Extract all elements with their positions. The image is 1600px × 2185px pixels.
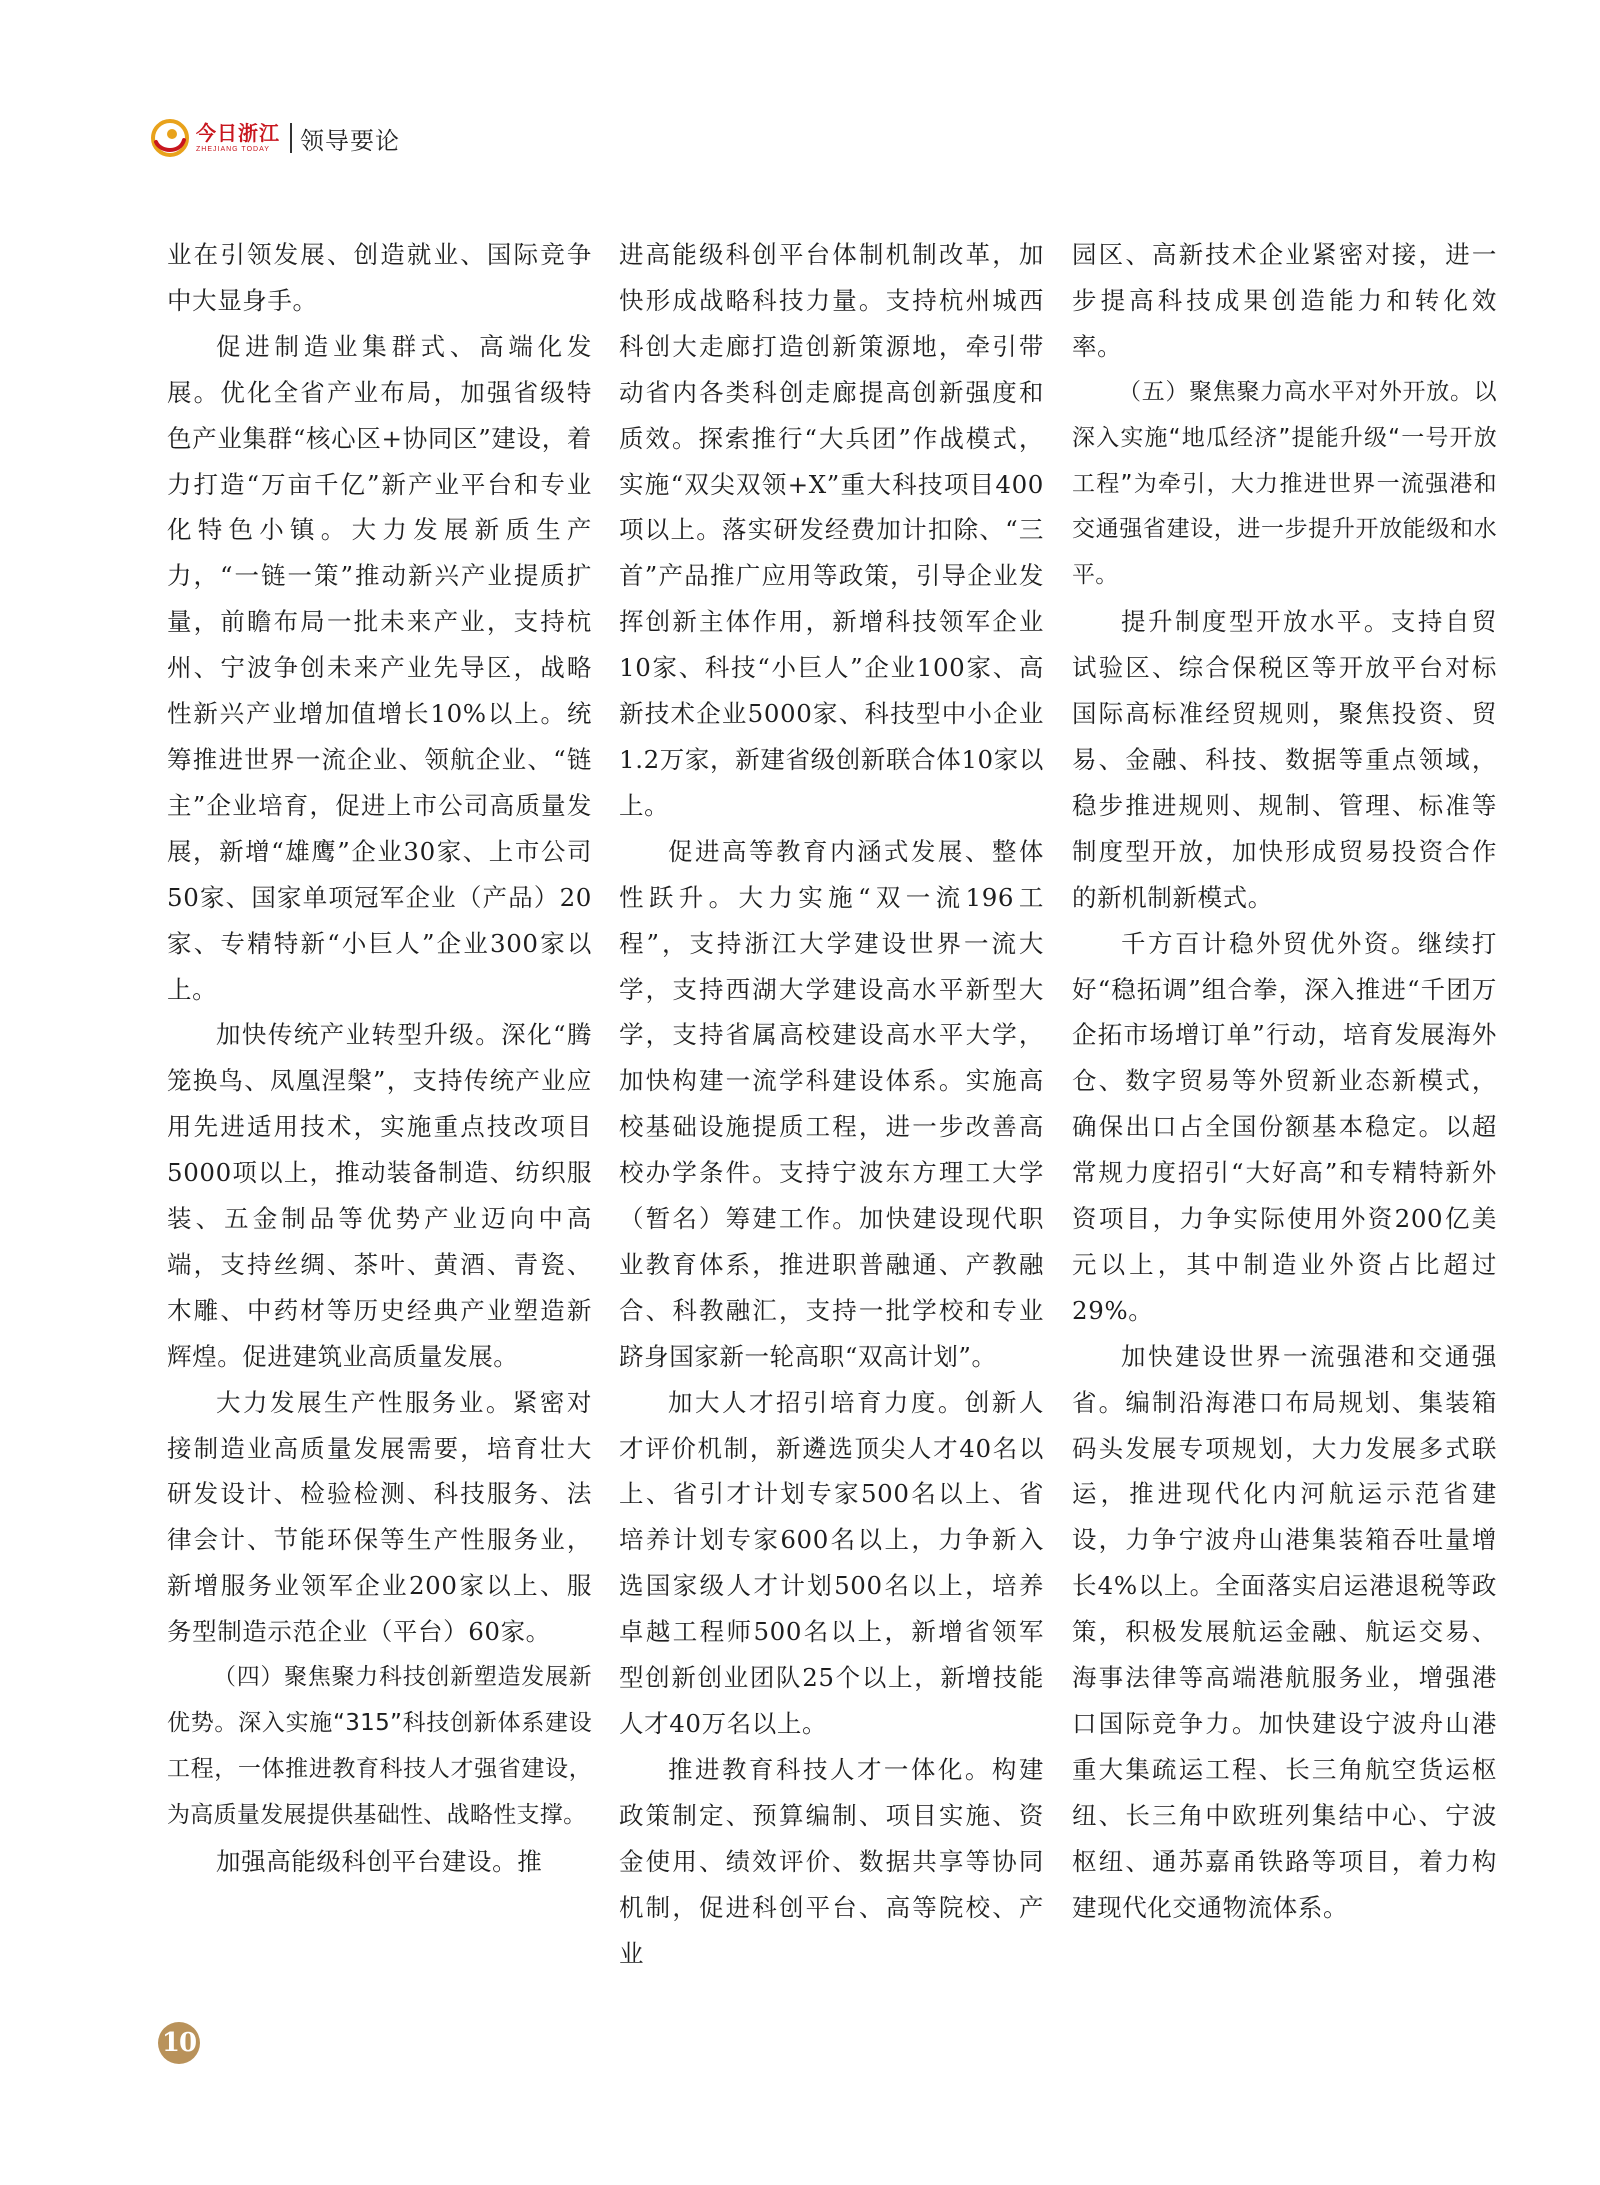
section-title: 领导要论: [300, 126, 400, 155]
sun-swirl-icon: [150, 118, 190, 158]
logo-english-text: ZHEJIANG TODAY: [196, 146, 270, 153]
body-paragraph: 促进高等教育内涵式发展、整体性跃升。大力实施“双一流196工程”，支持浙江大学建设世界一流大学，支持西湖大学建设高水平新型大学，支持省属高校建设高水平大学，加快构建一流学科建设体系。实施高校基础设施提质工程，进一步改善高校办学条件。支持宁波东方理工大学（暂名）筹建工作。加快建设现代职业教育体系，推进职普融通、产教融合、科教融汇，支持一批学校和专业跻身国家新一轮高职“双高计划”。: [619, 836, 1044, 1371]
page-number: 10: [158, 2022, 200, 2064]
text-column-1: [167, 232, 592, 1885]
body-paragraph: 园区、高新技术企业紧密对接，进一步提高科技成果创造能力和转化效率。: [1072, 240, 1497, 361]
header-divider: [290, 123, 292, 153]
logo-chinese-text: 今日浙江: [196, 121, 280, 145]
publication-logo: [150, 118, 280, 158]
section-heading-paragraph: （五）聚焦聚力高水平对外开放。以深入实施“地瓜经济”提能升级“一号开放工程”为牵引，大力推进世界一流强港和交通强省建设，进一步提升开放能级和水平。: [1072, 378, 1497, 589]
body-paragraph: 业在引领发展、创造就业、国际竞争中大显身手。: [167, 240, 592, 315]
body-paragraph: 推进教育科技人才一体化。构建政策制定、预算编制、项目实施、资金使用、绩效评价、数据共享等协同机制，促进科创平台、高等院校、产业: [619, 1754, 1044, 1968]
body-paragraph: 提升制度型开放水平。支持自贸试验区、综合保税区等开放平台对标国际高标准经贸规则，聚焦投资、贸易、金融、科技、数据等重点领域，稳步推进规则、规制、管理、标准等制度型开放，加快形成贸易投资合作的新机制新模式。: [1072, 607, 1497, 912]
body-paragraph: 千方百计稳外贸优外资。继续打好“稳拓调”组合拳，深入推进“千团万企拓市场增订单”行动，培育发展海外仓、数字贸易等外贸新业态新模式，确保出口占全国份额基本稳定。以超常规力度招引“大好高”和专精特新外资项目，力争实际使用外资200亿美元以上，其中制造业外资占比超过29%。: [1072, 928, 1497, 1325]
body-paragraph: 大力发展生产性服务业。紧密对接制造业高质量发展需要，培育壮大研发设计、检验检测、科技服务、法律会计、节能环保等生产性服务业，新增服务业领军企业200家以上、服务型制造示范企业（平台）60家。: [167, 1387, 592, 1647]
body-paragraph: 加快建设世界一流强港和交通强省。编制沿海港口布局规划、集装箱码头发展专项规划，大力发展多式联运，推进现代化内河航运示范省建设，力争宁波舟山港集装箱吞吐量增长4%以上。全面落实启运港退税等政策，积极发展航运金融、航运交易、海事法律等高端港航服务业，增强港口国际竞争力。加快建设宁波舟山港重大集疏运工程、长三角航空货运枢纽、长三角中欧班列集结中心、宁波枢纽、通苏嘉甬铁路等项目，着力构建现代化交通物流体系。: [1072, 1341, 1497, 1922]
page-header: [150, 118, 400, 158]
body-paragraph: 加大人才招引培育力度。创新人才评价机制，新遴选顶尖人才40名以上、省引才计划专家500名以上、省培养计划专家600名以上，力争新入选国家级人才计划500名以上，培养卓越工程师500名以上，新增省领军型创新创业团队25个以上，新增技能人才40万名以上。: [619, 1387, 1044, 1738]
text-column-3: [1072, 232, 1497, 1931]
body-paragraph: 促进制造业集群式、高端化发展。优化全省产业布局，加强省级特色产业集群“核心区+协同区”建设，着力打造“万亩千亿”新产业平台和专业化特色小镇。大力发展新质生产力，“一链一策”推动新兴产业提质扩量，前瞻布局一批未来产业，支持杭州、宁波争创未来产业先导区，战略性新兴产业增加值增长10%以上。统筹推进世界一流企业、领航企业、“链主”企业培育，促进上市公司高质量发展，新增“雄鹰”企业30家、上市公司50家、国家单项冠军企业（产品）20家、专精特新“小巨人”企业300家以上。: [167, 331, 592, 1004]
body-paragraph: 加快传统产业转型升级。深化“腾笼换鸟、凤凰涅槃”，支持传统产业应用先进适用技术，实施重点技改项目5000项以上，推动装备制造、纺织服装、五金制品等优势产业迈向中高端，支持丝绸、茶叶、黄酒、青瓷、木雕、中药材等历史经典产业塑造新辉煌。促进建筑业高质量发展。: [167, 1020, 592, 1371]
section-heading-paragraph: （四）聚焦聚力科技创新塑造发展新优势。深入实施“315”科技创新体系建设工程，一体推进教育科技人才强省建设，为高质量发展提供基础性、战略性支撑。: [167, 1664, 592, 1828]
text-column-2: [619, 232, 1044, 1976]
body-paragraph: 加强高能级科创平台建设。推: [216, 1846, 543, 1876]
body-paragraph: 进高能级科创平台体制机制改革，加快形成战略科技力量。支持杭州城西科创大走廊打造创新策源地，牵引带动省内各类科创走廊提高创新强度和质效。探索推行“大兵团”作战模式，实施“双尖双领+X”重大科技项目400项以上。落实研发经费加计扣除、“三首”产品推广应用等政策，引导企业发挥创新主体作用，新增科技领军企业10家、科技“小巨人”企业100家、高新技术企业5000家、科技型中小企业1.2万家，新建省级创新联合体10家以上。: [619, 240, 1044, 820]
